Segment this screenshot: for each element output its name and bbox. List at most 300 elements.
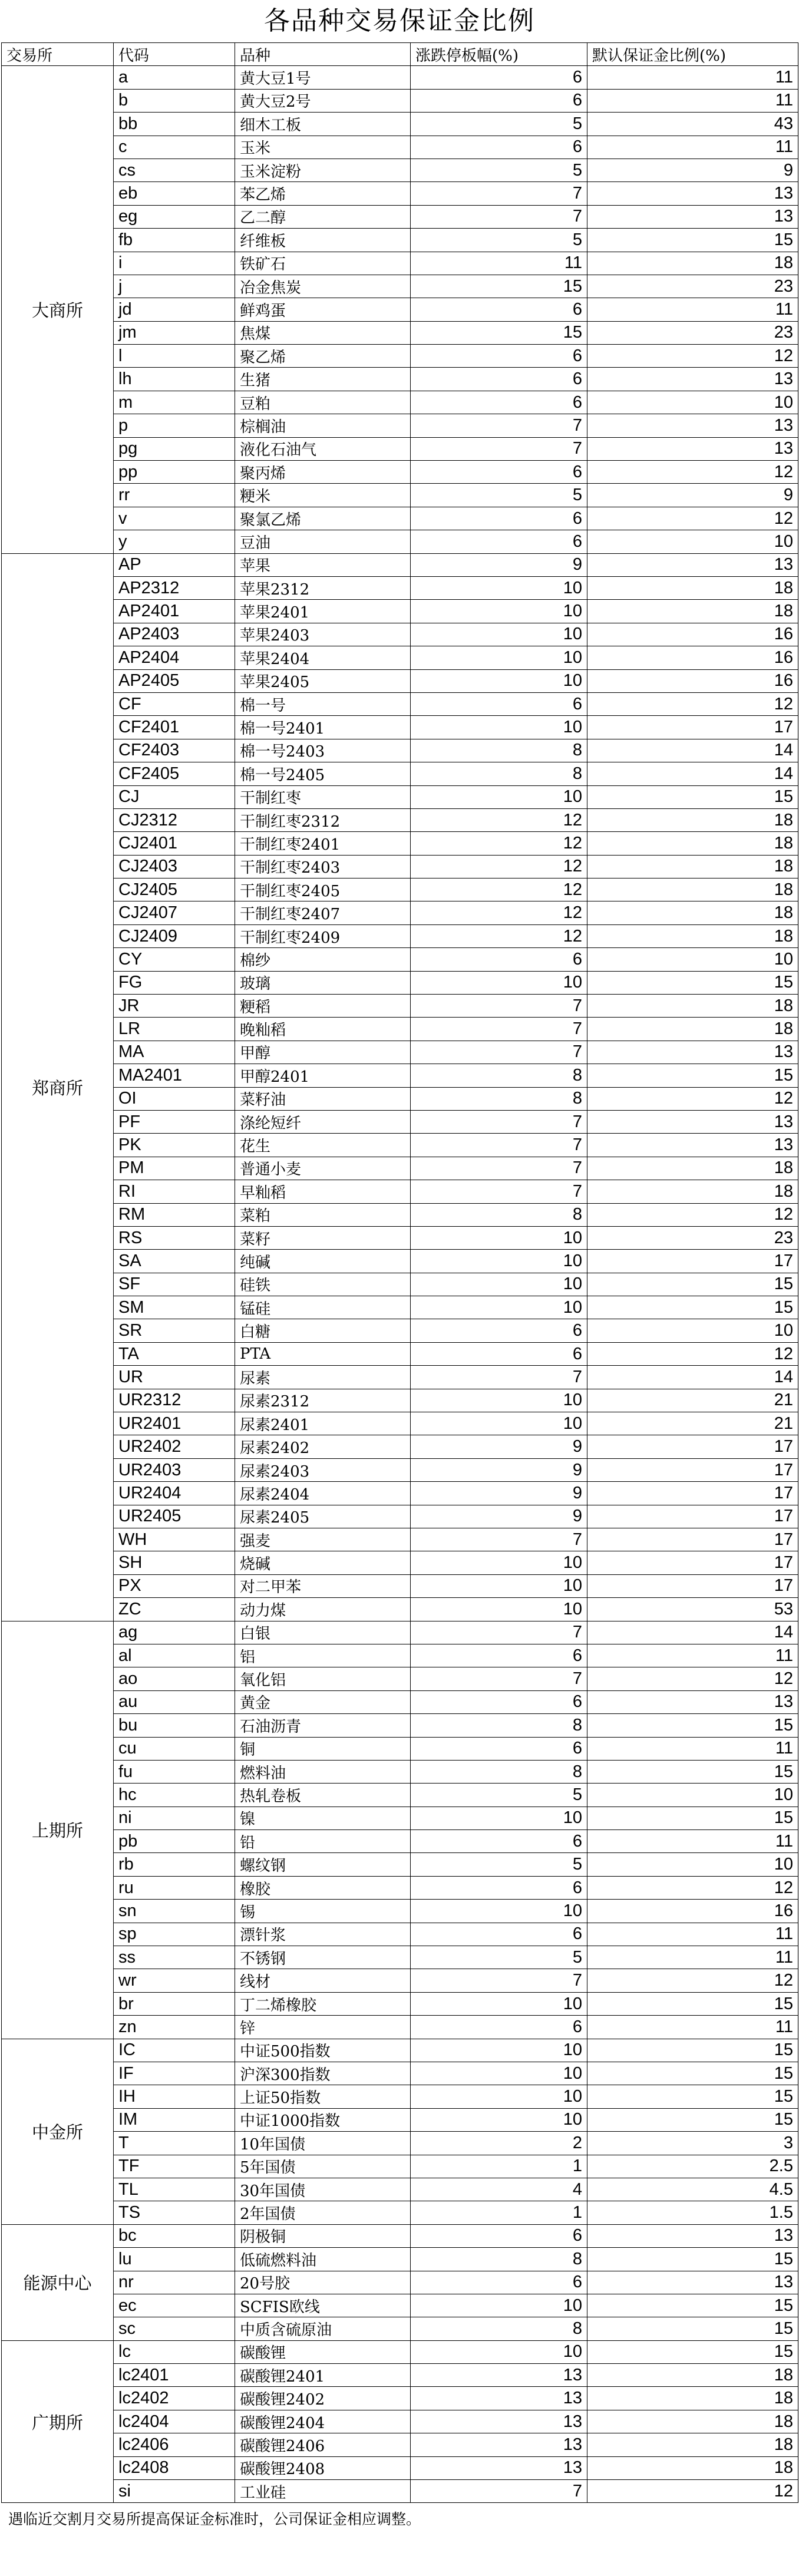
price-limit-cell: 13	[411, 2433, 587, 2456]
code-cell: fb	[114, 229, 235, 252]
code-cell: UR2312	[114, 1389, 235, 1412]
product-cell: 白银	[235, 1621, 411, 1644]
product-cell: 氧化铝	[235, 1667, 411, 1690]
code-cell: AP2404	[114, 646, 235, 669]
code-cell: lc2406	[114, 2433, 235, 2456]
margin-ratio-cell: 10	[587, 1853, 798, 1876]
table-row	[2, 1900, 798, 1923]
product-cell: 沪深300指数	[235, 2062, 411, 2085]
product-cell: 早籼稻	[235, 1180, 411, 1203]
margin-ratio-cell: 11	[587, 1830, 798, 1853]
code-cell: AP	[114, 553, 235, 576]
margin-ratio-cell: 11	[587, 1644, 798, 1667]
margin-ratio-cell: 18	[587, 855, 798, 878]
code-cell: eg	[114, 205, 235, 228]
product-cell: 花生	[235, 1134, 411, 1157]
code-cell: AP2405	[114, 669, 235, 692]
exchange-cell: 郑商所	[2, 553, 114, 1621]
code-cell: lc2401	[114, 2364, 235, 2387]
table-row	[2, 368, 798, 391]
code-cell: p	[114, 414, 235, 437]
code-cell: CJ2409	[114, 924, 235, 947]
code-cell: lu	[114, 2248, 235, 2271]
price-limit-cell: 10	[411, 1900, 587, 1923]
margin-ratio-cell: 13	[587, 1041, 798, 1064]
table-row	[2, 1598, 798, 1621]
table-row	[2, 1041, 798, 1064]
product-cell: 线材	[235, 1969, 411, 1992]
price-limit-cell: 5	[411, 113, 587, 136]
code-cell: CF2401	[114, 716, 235, 739]
price-limit-cell: 8	[411, 2317, 587, 2340]
code-cell: IM	[114, 2108, 235, 2131]
margin-ratio-cell: 11	[587, 1737, 798, 1760]
table-row	[2, 1946, 798, 1969]
margin-ratio-cell: 18	[587, 2410, 798, 2433]
table-row	[2, 1876, 798, 1899]
header-row	[2, 43, 798, 66]
product-cell: 20号胶	[235, 2271, 411, 2294]
code-cell: JR	[114, 995, 235, 1018]
margin-ratio-cell: 15	[587, 1064, 798, 1087]
code-cell: c	[114, 136, 235, 158]
product-cell: 细木工板	[235, 113, 411, 136]
price-limit-cell: 10	[411, 1250, 587, 1273]
price-limit-cell: 8	[411, 1087, 587, 1110]
table-row	[2, 2016, 798, 2039]
margin-ratio-cell: 11	[587, 2016, 798, 2039]
code-cell: OI	[114, 1087, 235, 1110]
price-limit-cell: 7	[411, 205, 587, 228]
code-cell: cs	[114, 158, 235, 181]
table-row	[2, 1690, 798, 1713]
table-row	[2, 1458, 798, 1481]
price-limit-cell: 10	[411, 2340, 587, 2363]
table-row	[2, 924, 798, 947]
margin-ratio-cell: 9	[587, 484, 798, 507]
code-cell: PK	[114, 1134, 235, 1157]
price-limit-cell: 7	[411, 1110, 587, 1133]
margin-ratio-cell: 53	[587, 1598, 798, 1621]
code-cell: CJ2407	[114, 901, 235, 924]
price-limit-cell: 10	[411, 1574, 587, 1597]
code-cell: MA	[114, 1041, 235, 1064]
product-cell: 锰硅	[235, 1296, 411, 1319]
code-cell: IF	[114, 2062, 235, 2085]
margin-ratio-cell: 17	[587, 716, 798, 739]
product-cell: 豆油	[235, 530, 411, 553]
code-cell: IC	[114, 2039, 235, 2062]
price-limit-cell: 7	[411, 1528, 587, 1551]
product-cell: 尿素	[235, 1366, 411, 1389]
price-limit-cell: 13	[411, 2364, 587, 2387]
margin-ratio-cell: 3	[587, 2132, 798, 2155]
margin-ratio-cell: 17	[587, 1574, 798, 1597]
product-cell: 镍	[235, 1806, 411, 1829]
margin-ratio-cell: 15	[587, 1806, 798, 1829]
code-cell: l	[114, 345, 235, 368]
price-limit-cell: 7	[411, 1621, 587, 1644]
code-cell: MA2401	[114, 1064, 235, 1087]
table-row	[2, 2201, 798, 2224]
product-cell: 粳稻	[235, 995, 411, 1018]
price-limit-cell: 12	[411, 879, 587, 901]
price-limit-cell: 12	[411, 901, 587, 924]
price-limit-cell: 5	[411, 229, 587, 252]
margin-ratio-cell: 12	[587, 1203, 798, 1226]
product-cell: 玉米	[235, 136, 411, 158]
price-limit-cell: 6	[411, 1644, 587, 1667]
code-cell: si	[114, 2480, 235, 2503]
price-limit-cell: 7	[411, 1018, 587, 1041]
table-row	[2, 275, 798, 298]
table-row	[2, 1273, 798, 1296]
margin-ratio-cell: 13	[587, 368, 798, 391]
margin-ratio-cell: 43	[587, 113, 798, 136]
price-limit-cell: 5	[411, 1946, 587, 1969]
price-limit-cell: 7	[411, 1180, 587, 1203]
margin-ratio-cell: 13	[587, 2271, 798, 2294]
price-limit-cell: 10	[411, 576, 587, 599]
price-limit-cell: 7	[411, 995, 587, 1018]
margin-ratio-cell: 13	[587, 182, 798, 205]
price-limit-cell: 6	[411, 461, 587, 484]
price-limit-cell: 10	[411, 1389, 587, 1412]
margin-ratio-cell: 18	[587, 879, 798, 901]
margin-ratio-cell: 16	[587, 1900, 798, 1923]
price-limit-cell: 10	[411, 716, 587, 739]
table-row	[2, 1110, 798, 1133]
code-cell: ec	[114, 2294, 235, 2317]
code-cell: UR2403	[114, 1458, 235, 1481]
code-cell: AP2312	[114, 576, 235, 599]
code-cell: UR2402	[114, 1435, 235, 1458]
product-cell: 鲜鸡蛋	[235, 298, 411, 321]
code-cell: RI	[114, 1180, 235, 1203]
margin-ratio-cell: 14	[587, 1366, 798, 1389]
product-cell: 苹果2403	[235, 623, 411, 646]
table-row	[2, 576, 798, 599]
table-row	[2, 971, 798, 994]
table-row	[2, 1482, 798, 1505]
table-row	[2, 692, 798, 715]
margin-ratio-cell: 15	[587, 971, 798, 994]
code-cell: SH	[114, 1551, 235, 1574]
margin-ratio-cell: 18	[587, 808, 798, 831]
product-cell: 苹果	[235, 553, 411, 576]
price-limit-cell: 6	[411, 507, 587, 530]
table-row	[2, 2062, 798, 2085]
margin-ratio-cell: 12	[587, 1876, 798, 1899]
code-cell: IH	[114, 2085, 235, 2108]
code-cell: PF	[114, 1110, 235, 1133]
code-cell: nr	[114, 2271, 235, 2294]
margin-ratio-cell: 14	[587, 762, 798, 785]
code-cell: CJ2401	[114, 832, 235, 855]
table-row	[2, 1435, 798, 1458]
table-row	[2, 2271, 798, 2294]
margin-ratio-cell: 15	[587, 2085, 798, 2108]
table-row	[2, 2410, 798, 2433]
price-limit-cell: 9	[411, 1435, 587, 1458]
price-limit-cell: 8	[411, 1714, 587, 1737]
table-row	[2, 553, 798, 576]
code-cell: SA	[114, 1250, 235, 1273]
table-row	[2, 1621, 798, 1644]
code-cell: rb	[114, 1853, 235, 1876]
table-body	[2, 66, 798, 2503]
price-limit-cell: 10	[411, 2108, 587, 2131]
product-cell: 碳酸锂2404	[235, 2410, 411, 2433]
code-cell: jd	[114, 298, 235, 321]
margin-ratio-cell: 14	[587, 739, 798, 762]
table-row	[2, 2294, 798, 2317]
table-row	[2, 1830, 798, 1853]
price-limit-cell: 6	[411, 136, 587, 158]
sheet-title: 各品种交易保证金比例	[264, 6, 535, 36]
table-row	[2, 1087, 798, 1110]
product-cell: 苹果2401	[235, 600, 411, 623]
product-cell: 碳酸锂2402	[235, 2387, 411, 2410]
margin-ratio-cell: 18	[587, 901, 798, 924]
price-limit-cell: 10	[411, 1806, 587, 1829]
table-row	[2, 995, 798, 1018]
product-cell: 聚丙烯	[235, 461, 411, 484]
margin-ratio-cell: 15	[587, 2108, 798, 2131]
table-row	[2, 1203, 798, 1226]
table-row	[2, 1644, 798, 1667]
code-cell: br	[114, 1992, 235, 2015]
margin-ratio-cell: 15	[587, 2248, 798, 2271]
table-row	[2, 2108, 798, 2131]
product-cell: 豆粕	[235, 391, 411, 414]
table-row	[2, 785, 798, 808]
table-row	[2, 2433, 798, 2456]
code-cell: CY	[114, 948, 235, 971]
code-cell: CF2405	[114, 762, 235, 785]
margin-ratio-cell: 13	[587, 205, 798, 228]
product-cell: 中质含硫原油	[235, 2317, 411, 2340]
price-limit-cell: 1	[411, 2201, 587, 2224]
code-cell: RS	[114, 1226, 235, 1249]
code-cell: al	[114, 1644, 235, 1667]
product-cell: 中证1000指数	[235, 2108, 411, 2131]
product-cell: 热轧卷板	[235, 1784, 411, 1806]
price-limit-cell: 10	[411, 600, 587, 623]
code-cell: ao	[114, 1667, 235, 1690]
price-limit-cell: 12	[411, 855, 587, 878]
margin-ratio-cell: 23	[587, 1226, 798, 1249]
margin-ratio-cell: 12	[587, 2480, 798, 2503]
code-cell: CF	[114, 692, 235, 715]
code-cell: lc2402	[114, 2387, 235, 2410]
price-limit-cell: 12	[411, 808, 587, 831]
code-cell: lh	[114, 368, 235, 391]
table-row	[2, 1389, 798, 1412]
margin-ratio-cell: 13	[587, 1134, 798, 1157]
product-cell: 强麦	[235, 1528, 411, 1551]
price-limit-cell: 6	[411, 89, 587, 112]
margin-ratio-cell: 1.5	[587, 2201, 798, 2224]
product-cell: 黄大豆1号	[235, 66, 411, 89]
table-row	[2, 1528, 798, 1551]
price-limit-cell: 10	[411, 2085, 587, 2108]
margin-ratio-cell: 21	[587, 1412, 798, 1435]
price-limit-cell: 6	[411, 2224, 587, 2247]
table-row	[2, 2039, 798, 2062]
margin-ratio-cell: 23	[587, 321, 798, 344]
margin-ratio-cell: 15	[587, 2062, 798, 2085]
table-row	[2, 414, 798, 437]
product-cell: 干制红枣2403	[235, 855, 411, 878]
margin-ratio-cell: 18	[587, 2387, 798, 2410]
price-limit-cell: 6	[411, 948, 587, 971]
margin-ratio-cell: 10	[587, 391, 798, 414]
price-limit-cell: 7	[411, 1667, 587, 1690]
price-limit-cell: 15	[411, 275, 587, 298]
margin-ratio-cell: 16	[587, 623, 798, 646]
margin-ratio-cell: 18	[587, 600, 798, 623]
table-row	[2, 1342, 798, 1365]
price-limit-cell: 4	[411, 2178, 587, 2201]
product-cell: 干制红枣	[235, 785, 411, 808]
margin-ratio-cell: 23	[587, 275, 798, 298]
code-cell: SM	[114, 1296, 235, 1319]
margin-ratio-cell: 15	[587, 229, 798, 252]
margin-ratio-cell: 15	[587, 1760, 798, 1783]
margin-ratio-cell: 16	[587, 669, 798, 692]
code-cell: rr	[114, 484, 235, 507]
margin-ratio-cell: 18	[587, 832, 798, 855]
product-cell: 纯碱	[235, 1250, 411, 1273]
price-limit-cell: 13	[411, 2410, 587, 2433]
price-limit-cell: 6	[411, 368, 587, 391]
product-cell: 锡	[235, 1900, 411, 1923]
price-limit-cell: 10	[411, 669, 587, 692]
code-cell: PM	[114, 1157, 235, 1180]
product-cell: 10年国债	[235, 2132, 411, 2155]
table-row	[2, 901, 798, 924]
table-row	[2, 530, 798, 553]
margin-ratio-cell: 17	[587, 1482, 798, 1505]
product-cell: 不锈钢	[235, 1946, 411, 1969]
product-cell: 铝	[235, 1644, 411, 1667]
product-cell: 尿素2312	[235, 1389, 411, 1412]
price-limit-cell: 7	[411, 182, 587, 205]
code-cell: lc2404	[114, 2410, 235, 2433]
product-cell: 苹果2405	[235, 669, 411, 692]
margin-ratio-cell: 18	[587, 924, 798, 947]
table-row	[2, 1366, 798, 1389]
code-cell: RM	[114, 1203, 235, 1226]
margin-ratio-cell: 10	[587, 1784, 798, 1806]
header-code: 代码	[114, 43, 235, 66]
price-limit-cell: 7	[411, 1134, 587, 1157]
product-cell: 丁二烯橡胶	[235, 1992, 411, 2015]
table-row	[2, 1784, 798, 1806]
table-row	[2, 437, 798, 460]
product-cell: 中证500指数	[235, 2039, 411, 2062]
product-cell: 棕榈油	[235, 414, 411, 437]
table-row	[2, 1505, 798, 1528]
margin-ratio-cell: 11	[587, 89, 798, 112]
code-cell: lc2408	[114, 2456, 235, 2479]
table-row	[2, 2178, 798, 2201]
price-limit-cell: 10	[411, 646, 587, 669]
margin-ratio-cell: 14	[587, 1621, 798, 1644]
product-cell: 锌	[235, 2016, 411, 2039]
code-cell: WH	[114, 1528, 235, 1551]
product-cell: 阴极铜	[235, 2224, 411, 2247]
table-row	[2, 1064, 798, 1087]
product-cell: 黄金	[235, 1690, 411, 1713]
table-row	[2, 1760, 798, 1783]
product-cell: 涤纶短纤	[235, 1110, 411, 1133]
table-row	[2, 2248, 798, 2271]
table-row	[2, 1250, 798, 1273]
price-limit-cell: 10	[411, 971, 587, 994]
price-limit-cell: 7	[411, 414, 587, 437]
price-limit-cell: 9	[411, 1505, 587, 1528]
code-cell: FG	[114, 971, 235, 994]
code-cell: TA	[114, 1342, 235, 1365]
margin-ratio-cell: 11	[587, 298, 798, 321]
price-limit-cell: 10	[411, 2062, 587, 2085]
price-limit-cell: 2	[411, 2132, 587, 2155]
table-row	[2, 879, 798, 901]
table-row	[2, 2132, 798, 2155]
table-row	[2, 1180, 798, 1203]
price-limit-cell: 6	[411, 1690, 587, 1713]
product-cell: 2年国债	[235, 2201, 411, 2224]
product-cell: 乙二醇	[235, 205, 411, 228]
price-limit-cell: 6	[411, 1923, 587, 1946]
product-cell: 30年国债	[235, 2178, 411, 2201]
table-row	[2, 2340, 798, 2363]
table-row	[2, 623, 798, 646]
margin-ratio-cell: 12	[587, 1969, 798, 1992]
table-row	[2, 855, 798, 878]
table-row	[2, 1296, 798, 1319]
exchange-cell: 上期所	[2, 1621, 114, 2039]
table-row	[2, 1667, 798, 1690]
price-limit-cell: 8	[411, 1760, 587, 1783]
code-cell: bb	[114, 113, 235, 136]
price-limit-cell: 10	[411, 1412, 587, 1435]
code-cell: eb	[114, 182, 235, 205]
margin-ratio-cell: 12	[587, 1342, 798, 1365]
price-limit-cell: 11	[411, 252, 587, 275]
table-row	[2, 136, 798, 158]
table-row	[2, 600, 798, 623]
margin-ratio-cell: 11	[587, 136, 798, 158]
product-cell: 棉一号2403	[235, 739, 411, 762]
product-cell: 粳米	[235, 484, 411, 507]
code-cell: pb	[114, 1830, 235, 1853]
code-cell: TS	[114, 2201, 235, 2224]
header-exchange: 交易所	[2, 43, 114, 66]
code-cell: AP2403	[114, 623, 235, 646]
product-cell: 甲醇	[235, 1041, 411, 1064]
price-limit-cell: 8	[411, 739, 587, 762]
table-row	[2, 2456, 798, 2479]
table-row	[2, 1737, 798, 1760]
price-limit-cell: 6	[411, 66, 587, 89]
table-row	[2, 1412, 798, 1435]
product-cell: 动力煤	[235, 1598, 411, 1621]
product-cell: 尿素2403	[235, 1458, 411, 1481]
code-cell: cu	[114, 1737, 235, 1760]
